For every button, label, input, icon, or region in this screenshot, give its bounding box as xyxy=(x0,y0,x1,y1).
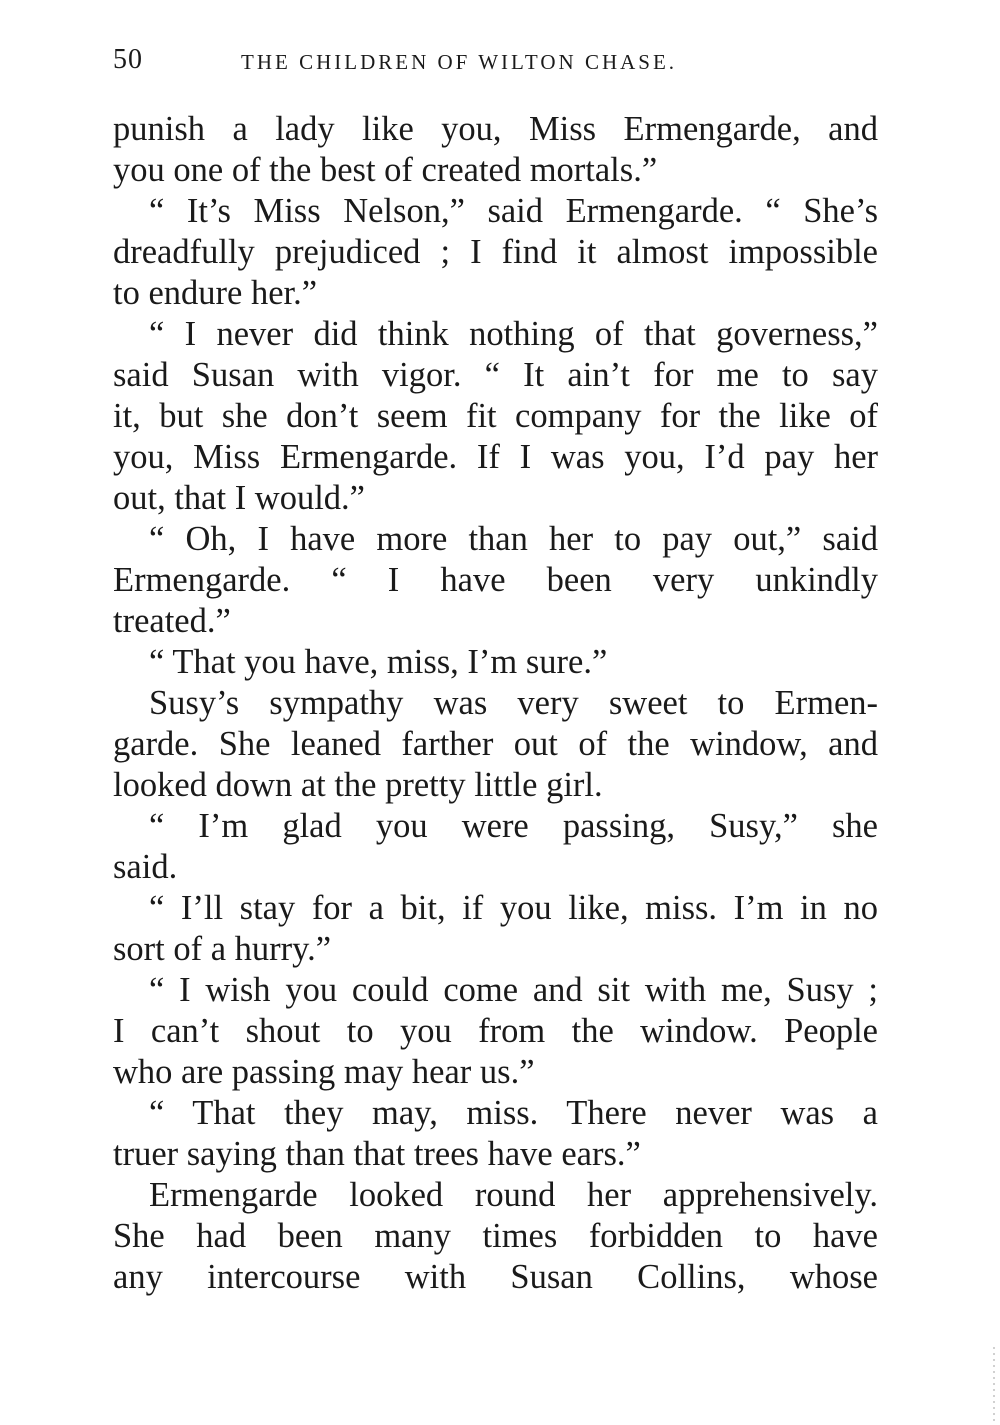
text-line: out, that I would.” xyxy=(113,479,365,517)
text-line: to endure her.” xyxy=(113,274,318,312)
text-line: Ermengarde looked round her apprehensively. xyxy=(149,1176,878,1214)
text-line: “ Oh, I have more than her to pay out,” said xyxy=(149,520,878,558)
text-line: “ I’ll stay for a bit, if you like, miss. I’m in no xyxy=(149,889,878,927)
page-number: 50 xyxy=(113,44,143,75)
text-line: treated.” xyxy=(113,602,231,640)
margin-speckle xyxy=(992,1345,996,1425)
text-line: who are passing may hear us.” xyxy=(113,1053,535,1091)
text-line: looked down at the pretty little girl. xyxy=(113,766,603,804)
text-line: you one of the best of created mortals.” xyxy=(113,151,658,189)
text-line: any intercourse with Susan Collins, whose xyxy=(113,1258,878,1296)
text-line: said. xyxy=(113,848,178,886)
text-line: “ It’s Miss Nelson,” said Ermengarde. “ She’s xyxy=(149,192,878,230)
text-line: “ That they may, miss. There never was a xyxy=(149,1094,878,1132)
text-line: Ermengarde. “ I have been very unkindly xyxy=(113,561,878,599)
text-line: “ I never did think nothing of that governess,” xyxy=(149,315,878,353)
page-header xyxy=(113,40,883,80)
text-line: it, but she don’t seem fit company for the like of xyxy=(113,397,878,435)
running-head: THE CHILDREN OF WILTON CHASE. xyxy=(241,50,678,74)
text-line: “ I wish you could come and sit with me, Susy ; xyxy=(149,971,878,1009)
text-line: Susy’s sympathy was very sweet to Ermen- xyxy=(149,684,878,722)
text-line: garde. She leaned farther out of the window, and xyxy=(113,725,878,763)
text-line: “ That you have, miss, I’m sure.” xyxy=(149,643,608,681)
text-line: you, Miss Ermengarde. If I was you, I’d pay her xyxy=(113,438,878,476)
text-line: I can’t shout to you from the window. People xyxy=(113,1012,878,1050)
text-line: dreadfully prejudiced ; I find it almost impossible xyxy=(113,233,878,271)
text-line: sort of a hurry.” xyxy=(113,930,332,968)
text-line: “ I’m glad you were passing, Susy,” she xyxy=(149,807,878,845)
text-line: said Susan with vigor. “ It ain’t for me to say xyxy=(113,356,878,394)
text-line: truer saying than that trees have ears.” xyxy=(113,1135,641,1173)
body-text xyxy=(113,109,878,1298)
text-line: She had been many times forbidden to have xyxy=(113,1217,878,1255)
text-line: punish a lady like you, Miss Ermengarde, and xyxy=(113,110,878,148)
